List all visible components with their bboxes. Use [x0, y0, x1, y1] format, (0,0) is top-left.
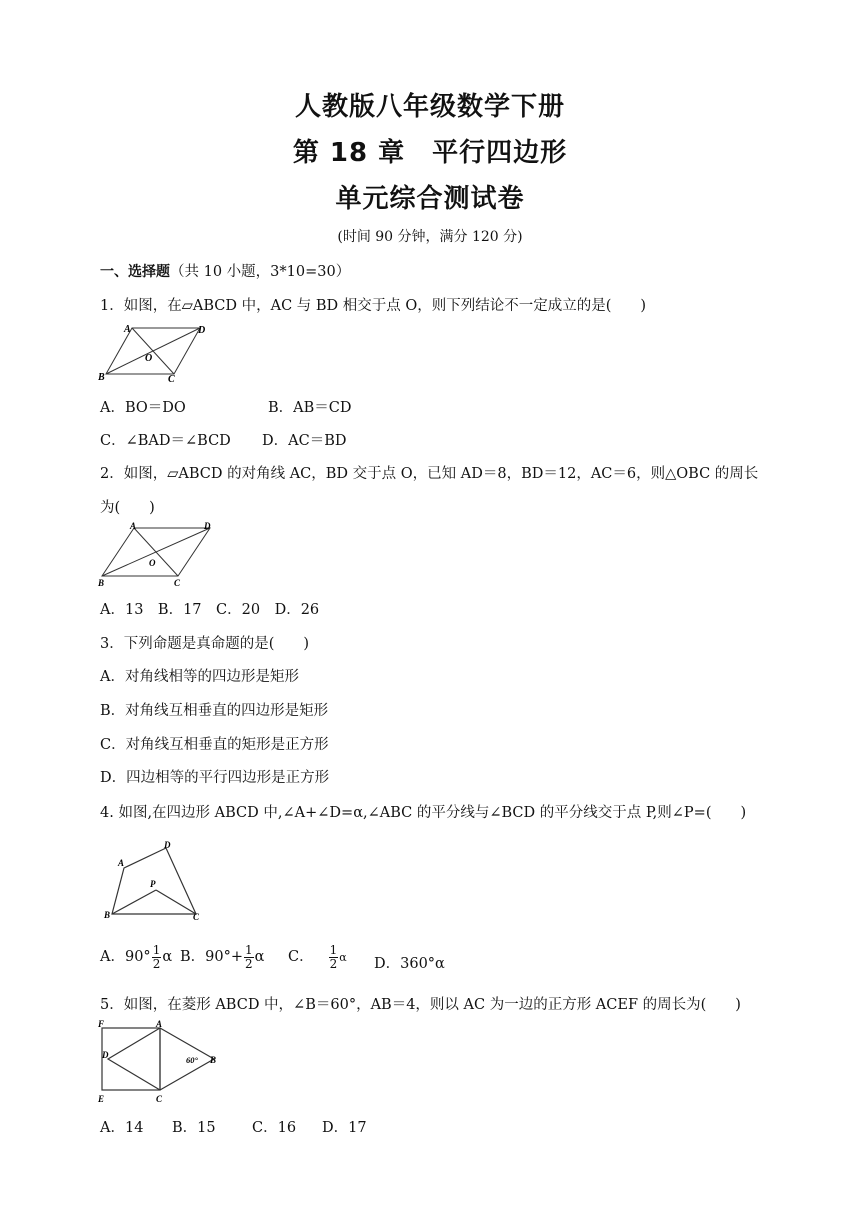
q2-label-o: O — [149, 558, 156, 568]
q5-option-a: A．14 — [100, 1120, 144, 1136]
q5-label-f: F — [98, 1019, 105, 1029]
section-note: （共 10 小题，3*10=30） — [170, 264, 351, 280]
q2-stem-line1: 2．如图，▱ABCD 的对角线 AC，BD 交于点 O，已知 AD＝8，BD＝12，AC＝6，则△OBC 的周长 — [100, 466, 759, 482]
fraction-half: $\frac{1}{2}$ — [152, 943, 161, 971]
q2-stem-line2: 为( ) — [100, 500, 155, 516]
q5-figure — [94, 1016, 226, 1108]
q1-figure — [98, 322, 210, 384]
q5-option-d: D．17 — [322, 1120, 367, 1136]
q5-stem: 5．如图，在菱形 ABCD 中，∠B＝60°，AB＝4，则以 AC 为一边的正方形 ACEF 的周长为( ) — [100, 997, 741, 1013]
q3-option-d: D．四边相等的平行四边形是正方形 — [100, 770, 330, 786]
q4-option-b: B．90°+ $\frac{1}{2}$ α — [180, 943, 265, 971]
q1-option-a: A．BO＝DO — [100, 400, 186, 416]
q2-label-a: A — [130, 521, 137, 531]
q5-label-a: A — [156, 1019, 163, 1029]
q3-option-c: C．对角线互相垂直的矩形是正方形 — [100, 737, 329, 753]
q2-figure — [96, 520, 220, 588]
q1-option-d: D．AC＝BD — [262, 433, 347, 449]
q3-option-b: B．对角线互相垂直的四边形是矩形 — [100, 703, 329, 719]
q5-label-d: D — [102, 1050, 109, 1060]
q4-label-c: C — [193, 912, 200, 922]
chapter-title: 第 18 章 平行四边形 — [292, 138, 568, 168]
q4-label-a: A — [118, 858, 125, 868]
q4-option-d: D．360°α — [374, 956, 445, 972]
q4-figure — [100, 838, 208, 924]
q1-option-c: C．∠BAD＝∠BCD — [100, 433, 231, 449]
q2-label-c: C — [174, 578, 181, 588]
q1-label-d: D — [198, 325, 206, 336]
time-note: (时间 90 分钟，满分 120 分) — [337, 229, 523, 245]
q4-option-c: C． $\frac{1}{2}$ α — [288, 943, 347, 971]
q5-label-e: E — [98, 1094, 105, 1104]
q1-option-b: B．AB＝CD — [268, 400, 352, 416]
q3-option-a: A．对角线相等的四边形是矩形 — [100, 669, 299, 685]
q1-label-b: B — [98, 372, 105, 383]
q5-angle-label: 60° — [186, 1055, 198, 1065]
fraction-half: $\frac{1}{2}$ — [245, 943, 253, 971]
test-title: 单元综合测试卷 — [335, 184, 525, 214]
q5-label-c: C — [156, 1094, 163, 1104]
section-heading — [100, 260, 350, 281]
fraction-half: $\frac{1}{2}$ — [329, 943, 338, 971]
q5-option-b: B．15 — [172, 1120, 216, 1136]
q2-label-b: B — [98, 578, 105, 588]
q2-options: A．13 B．17 C．20 D．26 — [100, 602, 320, 618]
q4-label-d: D — [164, 840, 171, 850]
q1-stem: 1．如图，在▱ABCD 中，AC 与 BD 相交于点 O，则下列结论不一定成立的是( ) — [100, 298, 647, 314]
q1-label-o: O — [145, 353, 153, 364]
q1-label-c: C — [168, 374, 175, 384]
q4-label-p: P — [150, 879, 156, 889]
q4-label-b: B — [104, 910, 111, 920]
q3-stem: 3．下列命题是真命题的是( ) — [100, 636, 310, 652]
q4-stem: 4. 如图,在四边形 ABCD 中,∠A+∠D=α,∠ABC 的平分线与∠BCD 的平分线交于点 P,则∠P=( ) — [100, 805, 747, 821]
q5-label-b: B — [210, 1055, 217, 1065]
section-title: 一、选择题 — [100, 264, 170, 280]
page-title: 人教版八年级数学下册 — [294, 92, 565, 122]
q5-option-c: C．16 — [252, 1120, 297, 1136]
q4-option-a: A．90° $\frac{1}{2}$ α — [100, 943, 173, 971]
q1-label-a: A — [124, 324, 131, 335]
q2-label-d: D — [204, 521, 211, 531]
